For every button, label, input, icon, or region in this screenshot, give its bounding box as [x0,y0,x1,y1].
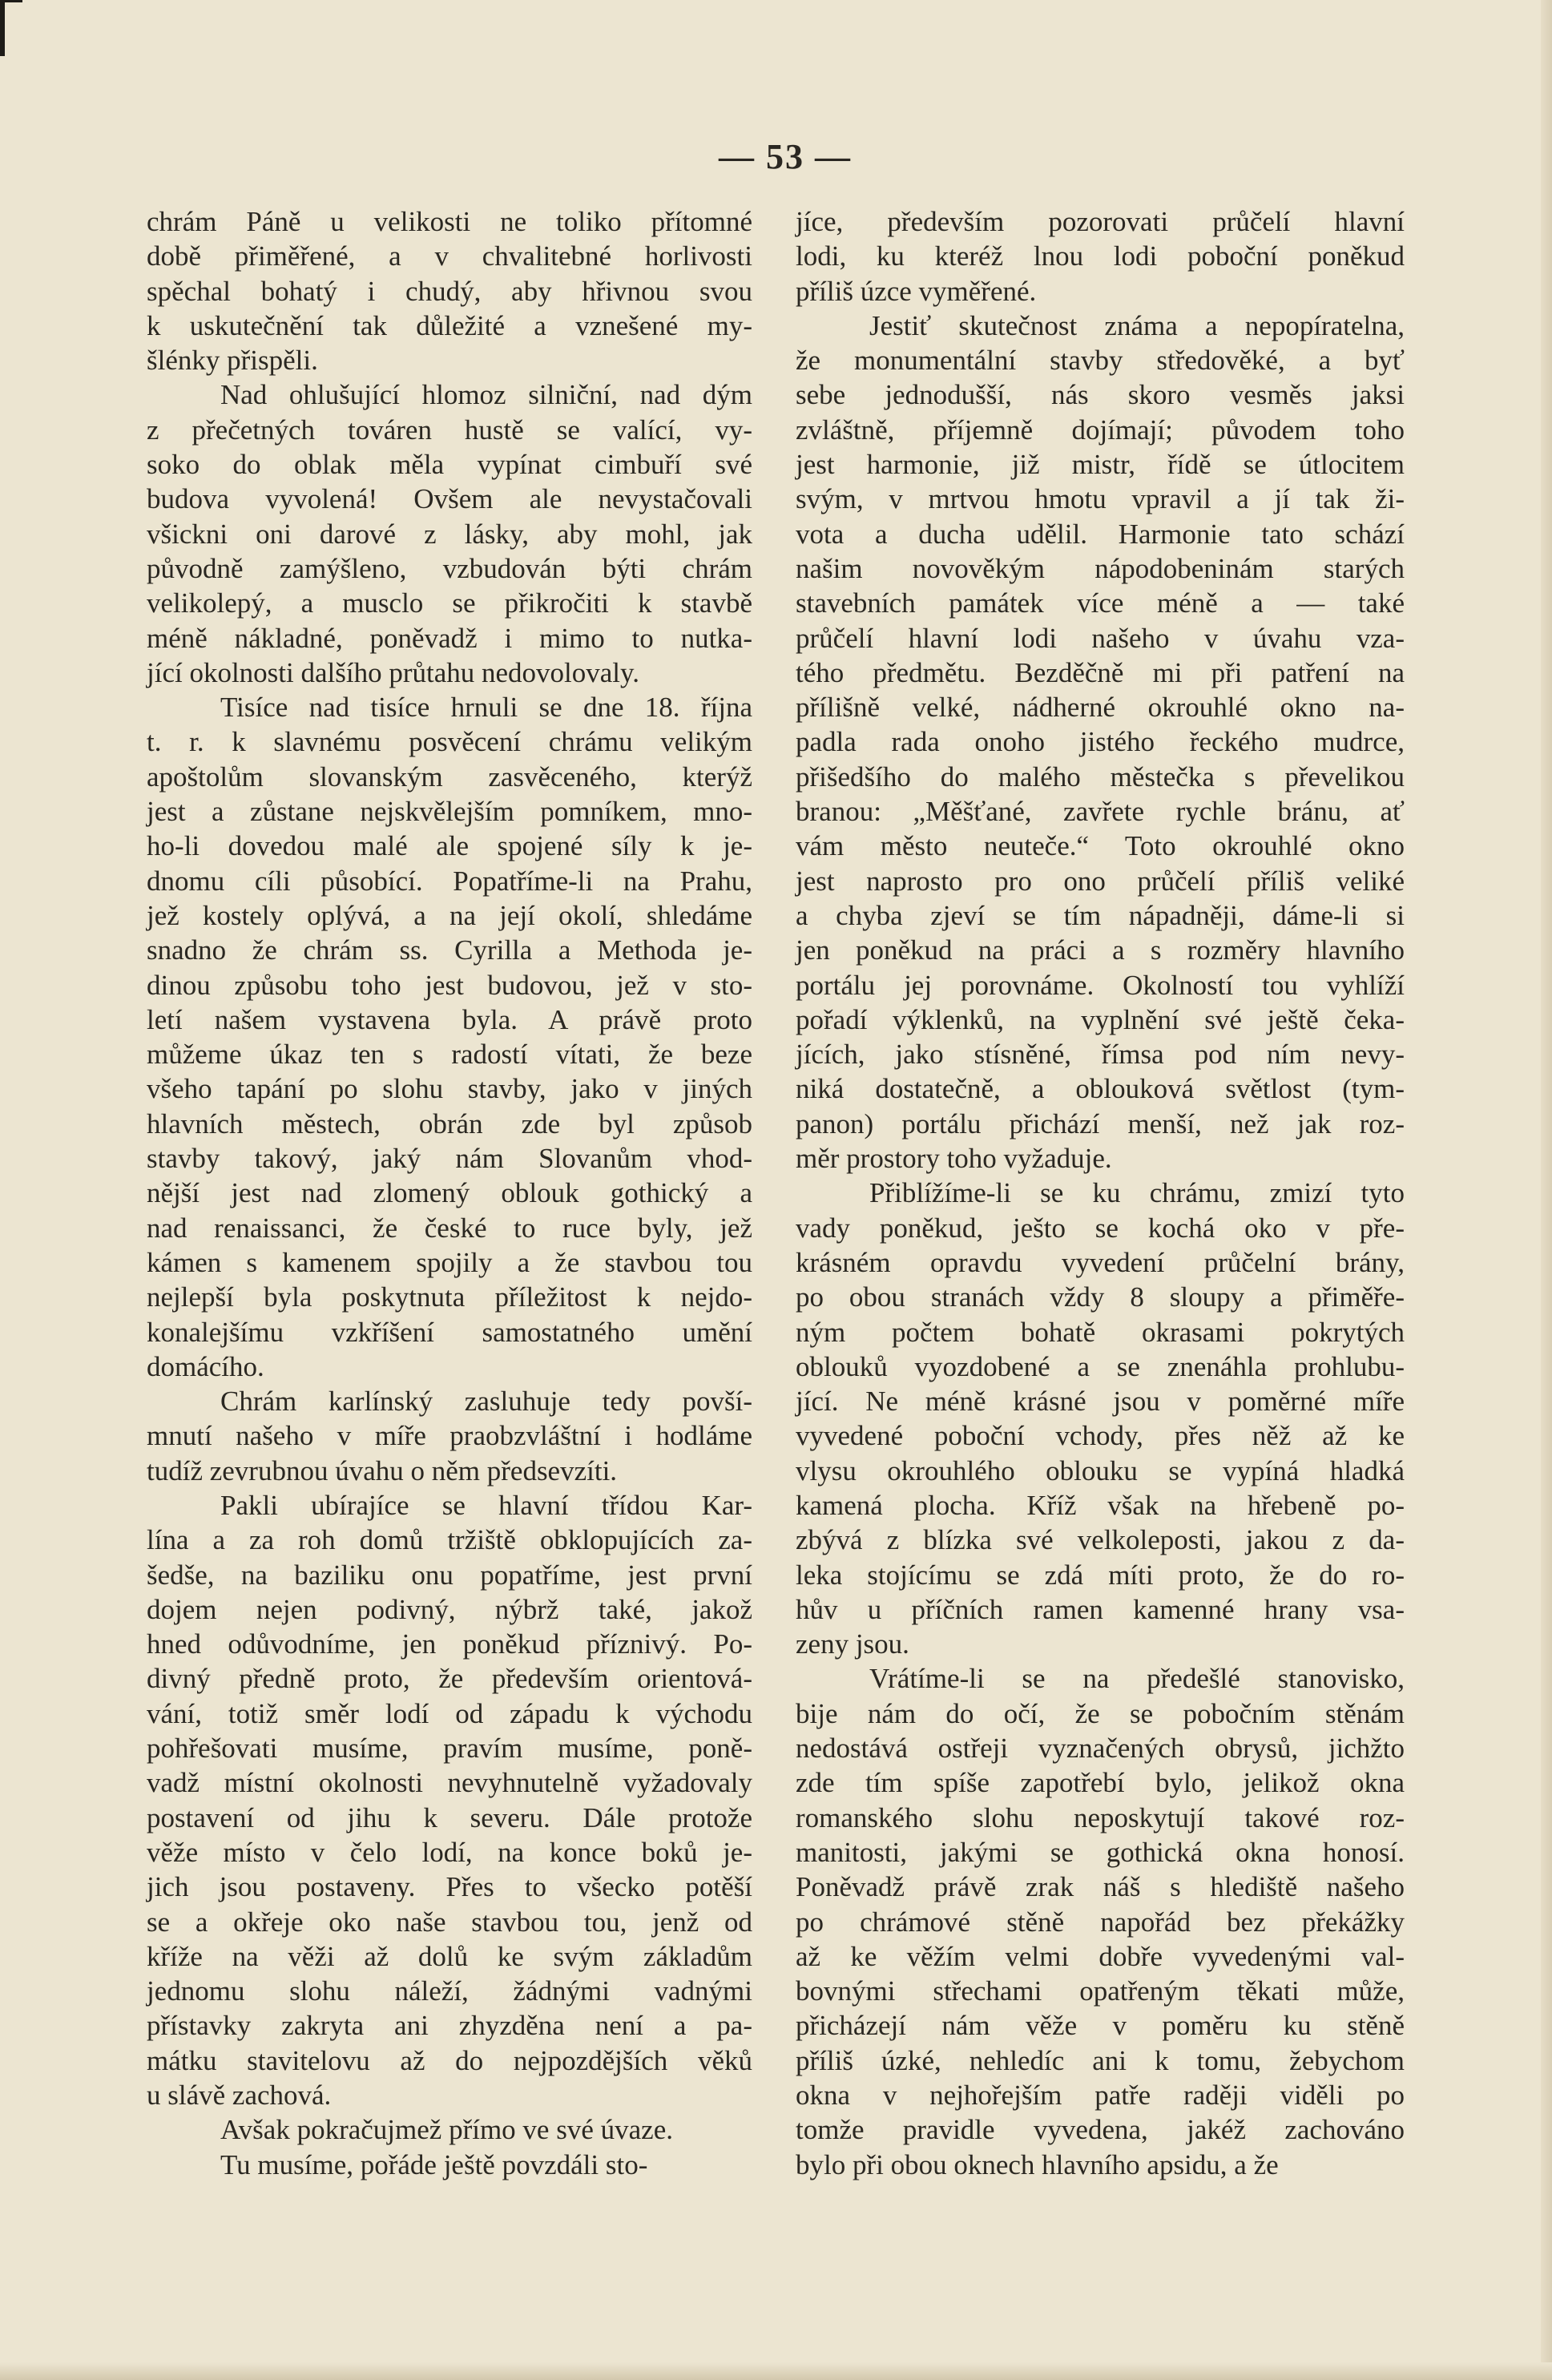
text-line: dnomu cíli působící. Popatříme-li na Prahu, [147,865,752,897]
text-line: dinou způsobu toho jest budovou, jež v sto- [147,969,752,1001]
text-line: se a okřeje oko naše stavbou tou, jenž od [147,1906,752,1938]
text-line: původně zamýšleno, vzbudován býti chrám [147,552,752,584]
text-line: jíce, především pozorovati průčelí hlavní [796,206,1405,237]
paragraph [147,1488,752,2112]
text-line: příliš úzce vyměřené. [796,275,1037,307]
text-line: mnutí našeho v míře praobzvláštní i hodláme [147,1420,752,1452]
text-line: oblouků vyozdobené a se znenáhla prohlubu- [796,1350,1405,1382]
text-line: snadno že chrám ss. Cyrilla a Methoda je- [147,934,752,966]
text-line: krásném opravdu vyvedení průčelní brány, [796,1246,1405,1278]
text-line: hlavních městech, obrán zde byl způsob [147,1107,752,1140]
text-line: vota a ducha udělil. Harmonie tato schází [796,518,1405,550]
page-edge [1541,0,1552,2380]
text-line: zde tím spíše zapotřebí bylo, jelikož okna [796,1767,1405,1799]
text-line: niká dostatečně, a oblouková světlost (tym- [796,1073,1405,1105]
text-line: bylo při obou oknech hlavního apsidu, a že [796,2148,1279,2180]
text-line: lodi, ku kteréž lnou lodi poboční poněkud [796,240,1405,272]
text-line: měr prostory toho vyžaduje. [796,1143,1112,1175]
text-line: době přiměřené, a v chvalitebné horlivosti [147,240,752,272]
text-line: jich jsou postaveny. Přes to všecko potěší [147,1871,752,1903]
paragraph [796,1661,1405,2181]
text-line: nedostává ostřeji vyznačených obrysů, jichžto [796,1733,1405,1765]
text-line: po obou stranách vždy 8 sloupy a přiměře- [796,1281,1405,1313]
page-number: — 53 — [719,137,852,176]
text-line: bovnými střechami opatřeným těkati může, [796,1975,1405,2007]
text-line: padla rada onoho jistého řeckého mudrce, [796,726,1405,758]
text-line: ným počtem bohatě okrasami pokrytých [796,1316,1405,1348]
text-line: vlysu okrouhlého oblouku se vypíná hladká [796,1454,1405,1486]
text-line: okna v nejhořejším patře raději viděli po [796,2079,1405,2112]
text-line: apoštolům slovanským zasvěceného, kterýž [147,760,752,793]
text-line: přístavky zakryta ani zhyzděna není a pa- [147,2010,752,2042]
text-line: spěchal bohatý i chudý, aby hřivnou svou [147,275,752,307]
text-line: jež kostely oplývá, a na její okolí, shledáme [147,899,752,931]
text-line: u slávě zachová. [147,2079,332,2112]
text-line: jednomu slohu náleží, žádnými vadnými [147,1975,752,2007]
text-line: zeny jsou. [796,1628,909,1660]
text-line: Tisíce nad tisíce hrnuli se dne 18. října [220,692,752,724]
paragraph [796,204,1405,309]
corner-crop-mark [0,0,22,56]
text-line: postavení od jihu k severu. Dále protože [147,1801,752,1833]
text-line: vadž místní okolnosti nevyhnutelně vyžadovaly [147,1767,752,1799]
text-line: stavebních památek více méně a — také [796,587,1405,619]
text-line: Nad ohlušující hlomoz silniční, nad dým [220,379,752,411]
text-line: jící okolnosti dalšího průtahu nedovolovaly. [147,656,640,688]
text-line: ho-li dovedou malé ale spojené síly k je- [147,830,752,862]
text-line: sebe jednodušší, nás skoro vesměs jaksi [796,379,1405,411]
text-line: Avšak pokračujmež přímo ve své úvaze. [220,2114,673,2146]
text-line: jest a zůstane nejskvělejším pomníkem, mno- [147,796,752,828]
text-line: tomže pravidle vyvedena, jakéž zachováno [796,2114,1405,2146]
text-line: velikolepý, a musclo se přikročiti k stavbě [147,587,752,619]
text-line: branou: „Měšťané, zavřete rychle bránu, ať [796,796,1405,828]
page-bottom-edge [0,2362,1552,2380]
text-line: dojem nejen podivný, nýbrž také, jakož [147,1593,752,1625]
text-line: tudíž zevrubnou úvahu o něm předsevzíti. [147,1454,618,1486]
text-line: zvláštně, příjemně dojímají; původem toho [796,413,1405,446]
right-text-column [796,204,1405,2182]
left-text-column [147,204,752,2182]
text-line: Vrátíme-li se na předešlé stanovisko, [869,1663,1405,1695]
text-line: všickni oni darové z lásky, aby mohl, jak [147,518,752,550]
text-line: věže místo v čelo lodí, na konce boků je- [147,1836,752,1868]
text-line: příliš úzké, nehledíc ani k tomu, žebychom [796,2044,1405,2076]
text-line: lína a za roh domů tržiště obklopujících za- [147,1524,752,1556]
text-line: nad renaissanci, že české to ruce byly, jež [147,1212,752,1244]
text-line: přicházejí nám věže v poměru ku stěně [796,2010,1405,2042]
text-line: až ke věžím velmi dobře vyvedenými val- [796,1940,1405,1972]
text-line: vám město neuteče.“ Toto okrouhlé okno [796,830,1405,862]
text-line: šlénky přispěli. [147,345,318,377]
paragraph [796,1176,1405,1661]
text-line: panon) portálu přichází menší, než jak roz- [796,1107,1405,1140]
text-line: Tu musíme, pořáde ještě povzdáli sto- [220,2148,648,2180]
text-line: Chrám karlínský zasluhuje tedy povší- [220,1386,752,1418]
text-line: můžeme úkaz ten s radostí vítati, že beze [147,1039,752,1071]
text-line: pohřešovati musíme, pravím musíme, poně- [147,1733,752,1765]
paragraph [147,2148,752,2182]
text-line: Pakli ubírajíce se hlavní třídou Kar- [220,1489,752,1521]
text-line: průčelí hlavní lodi našeho v úvahu vza- [796,622,1405,654]
text-line: domácího. [147,1350,264,1382]
text-line: nejlepší byla poskytnuta příležitost k nejdo- [147,1281,752,1313]
text-line: svým, v mrtvou hmotu vpravil a jí tak ži- [796,483,1405,515]
paragraph [147,1384,752,1488]
text-line: budova vyvolená! Ovšem ale nevystačovali [147,483,752,515]
text-line: tého předmětu. Bezděčně mi při patření na [796,656,1405,688]
text-line: přílišně velké, nádherné okrouhlé okno na- [796,692,1405,724]
text-line: portálu jej porovnáme. Okolností tou vyhlíží [796,969,1405,1001]
text-line: hův u příčních ramen kamenné hrany vsa- [796,1593,1405,1625]
text-line: romanského slohu neposkytují takové roz- [796,1801,1405,1833]
text-line: a chyba zjeví se tím nápadněji, dáme-li si [796,899,1405,931]
text-line: šedše, na baziliku onu popatříme, jest první [147,1559,752,1591]
text-line: jest harmonie, již mistr, řídě se útlocitem [796,449,1405,481]
text-line: našim novověkým nápodobeninám starých [796,552,1405,584]
text-line: přišedšího do malého městečka s převelikou [796,760,1405,793]
paragraph [147,204,752,377]
text-line: zbývá z blízka své velkoleposti, jakou z da- [796,1524,1405,1556]
text-line: že monumentální stavby středověké, a byť [796,345,1405,377]
text-line: letí našem vystavena byla. A právě proto [147,1003,752,1035]
text-line: hned odůvodníme, jen poněkud příznivý. Po- [147,1628,752,1660]
text-line: méně nákladné, poněvadž i mimo to nutka- [147,622,752,654]
text-line: t. r. k slavnému posvěcení chrámu velikým [147,726,752,758]
text-line: manitosti, jakými se gothická okna honosí. [796,1836,1405,1868]
paragraph [147,2112,752,2147]
text-line: konalejšímu vzkříšení samostatného umění [147,1316,752,1348]
text-line: soko do oblak měla vypínat cimbuří své [147,449,752,481]
text-line: divný předně proto, že především orientová- [147,1663,752,1695]
paragraph [147,690,752,1384]
text-line: mátku stavitelovu až do nejpozdějších věků [147,2044,752,2076]
text-line: bije nám do očí, že se pobočním stěnám [796,1697,1405,1729]
text-line: leka stojícímu se zdá míti proto, že do ro- [796,1559,1405,1591]
text-line: jest naprosto pro ono průčelí příliš veliké [796,865,1405,897]
text-line: vání, totiž směr lodí od západu k východu [147,1697,752,1729]
text-line: kamená plocha. Kříž však na hřebeně po- [796,1489,1405,1521]
paragraph [147,377,752,690]
text-line: z přečetných továren hustě se valící, vy- [147,413,752,446]
text-line: všeho tapání po slohu stavby, jako v jiných [147,1073,752,1105]
text-line: vady poněkud, ješto se kochá oko v pře- [796,1212,1405,1244]
text-line: nější jest nad zlomený oblouk gothický a [147,1177,752,1209]
text-line: jící. Ne méně krásné jsou v poměrné míře [796,1386,1405,1418]
text-line: Přiblížíme-li se ku chrámu, zmizí tyto [869,1177,1405,1209]
text-line: pořadí výklenků, na vyplnění své ještě čeka- [796,1003,1405,1035]
text-line: Poněvadž právě zrak náš s hlediště našeho [796,1871,1405,1903]
text-line: stavby takový, jaký nám Slovanům vhod- [147,1143,752,1175]
text-line: Jestiť skutečnost známa a nepopíratelna, [869,309,1405,341]
text-line: po chrámové stěně napořád bez překážky [796,1906,1405,1938]
paragraph [796,309,1405,1176]
text-line: vyvedené poboční vchody, přes něž až ke [796,1420,1405,1452]
text-line: jících, jako stísněné, římsa pod ním nevy- [796,1039,1405,1071]
text-line: k uskutečnění tak důležité a vznešené my- [147,309,752,341]
text-line: chrám Páně u velikosti ne toliko přítomné [147,206,752,237]
text-line: jen poněkud na práci a s rozměry hlavního [796,934,1405,966]
text-line: kámen s kamenem spojily a že stavbou tou [147,1246,752,1278]
text-line: kříže na věži až dolů ke svým základům [147,1940,752,1972]
